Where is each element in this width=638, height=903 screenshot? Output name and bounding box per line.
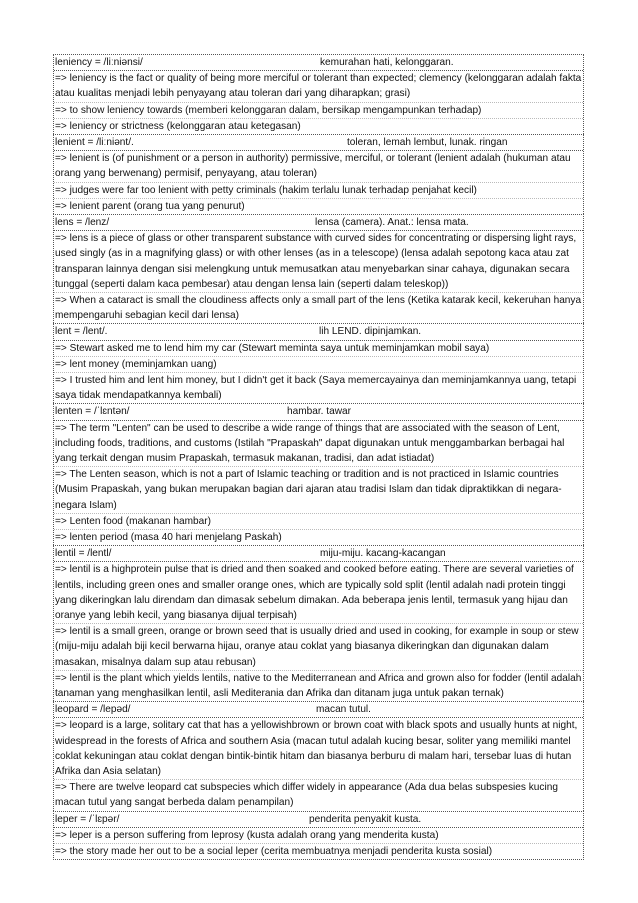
entry-translation: lensa (camera). Anat.: lensa mata.	[315, 217, 469, 228]
entry-header	[54, 404, 583, 420]
example-sentence: => The term "Lenten" can be used to describe a wide range of things that are associated with the season of Lent, including foods, traditions, and customs (Istilah "Prapaskah" dapat digunakan untuk menggambarkan berbagai hal yang terkait dengan musim Prapaskah, termasuk makanan, tradisi, dan adat istiadat)	[54, 421, 583, 468]
dictionary-entry	[53, 134, 584, 214]
entry-header	[54, 215, 583, 231]
entry-translation: toleran, lemah lembut, lunak. ringan	[347, 137, 508, 148]
entry-header	[54, 55, 583, 71]
example-sentence: => lentil is a highprotein pulse that is dried and then soaked and cooked before eating. There are several varieties of lentils, including green ones and smaller orange ones, which are typically sold split (lentil adalah nadi protein tinggi yang dikeringkan lalu direndam dan dimasak sebelum dimakan. Ada beberapa jenis lentil, termasuk yang hijau dan oranye yang lebih kecil, yang biasanya dijual terpisah)	[54, 562, 583, 624]
entry-term: lentil = /lentl/	[55, 548, 112, 560]
entry-translation: hambar. tawar	[287, 406, 351, 418]
example-sentence: => lenient is (of punishment or a person in authority) permissive, merciful, or tolerant (lenient adalah (hukuman atau orang yang berwenang) permisif, penyayang, atau toleran)	[54, 151, 583, 182]
example-sentence: => the story made her out to be a social leper (cerita membuatnya menjadi penderita kusta sosial)	[55, 846, 493, 858]
dictionary-entry	[53, 54, 584, 134]
example-sentence: => lens is a piece of glass or other transparent substance with curved sides for concentrating or dispersing light rays, used singly (as in a magnifying glass) or with other lenses (as in a telescope) (lensa adalah sepotong kaca atau zat transparan lainnya dengan sisi melengkung untuk memusatkan atau menyebarkan sinar cahaya, digunakan secara tunggal (seperti dalam kaca pembesar) atau dengan lensa lain (seperti dalam teleskop))	[54, 231, 583, 293]
entry-translation: kemurahan hati, kelonggaran.	[320, 57, 454, 68]
dictionary-entry	[53, 403, 584, 545]
example-sentence: => judges were far too lenient with petty criminals (hakim terlalu lunak terhadap penjahat kecil)	[54, 183, 583, 199]
entry-term: lent = /lent/.	[55, 326, 108, 338]
entry-term: lens = /lenz/	[55, 217, 110, 228]
example-sentence: => Lenten food (makanan hambar)	[54, 514, 583, 530]
entry-header	[54, 324, 583, 340]
entry-translation: macan tutul.	[316, 704, 371, 716]
entry-translation: penderita penyakit kusta.	[309, 813, 422, 825]
example-sentence: => I trusted him and lent him money, but I didn't get it back (Saya memercayainya dan meminjamkannya uang, tetapi saya tidak mendapatkannya kembali)	[55, 375, 577, 402]
entry-header	[54, 812, 583, 828]
dictionary-entry	[53, 701, 584, 810]
dictionary-entry	[53, 323, 584, 403]
example-sentence: => There are twelve leopard cat subspecies which differ widely in appearance (Ada dua belas subspesies kucing macan tutul yang sangat berbeda dalam penampilan)	[55, 782, 558, 809]
dictionary-entry	[53, 545, 584, 701]
example-sentence: => leopard is a large, solitary cat that has a yellowishbrown or brown coat with black spots and usually hunts at night, widespread in the forests of Africa and southern Asia (macan tutul adalah kucing besar, soliter yang memiliki mantel coklat kekuningan atau coklat dengan bintik-bintik hitam dan biasanya berburu di malam hari, tersebar luas di hutan Afrika dan Asia selatan)	[54, 718, 583, 780]
example-sentence: => Stewart asked me to lend him my car (Stewart meminta saya untuk meminjamkan mobil saya)	[54, 341, 583, 357]
entry-translation: lih LEND. dipinjamkan.	[319, 326, 422, 338]
entry-translation: miju-miju. kacang-kacangan	[320, 548, 446, 560]
example-sentence: => The Lenten season, which is not a part of Islamic teaching or tradition and is not practiced in Islamic countries (Musim Prapaskah, yang bukan merupakan bagian dari ajaran atau tradisi Islam dan tidak dipraktikkan di negara-negara Islam)	[54, 467, 583, 514]
entry-term: leper = /ˈlɛpər/	[55, 813, 120, 825]
dictionary-entry	[53, 214, 584, 323]
entry-term: leopard = /lepəd/	[55, 704, 131, 716]
example-sentence: => leniency is the fact or quality of being more merciful or tolerant than expected; clemency (kelonggaran adalah fakta atau kualitas menjadi lebih penyayang atau toleran dari yang diharapkan; grasi)	[54, 71, 583, 102]
entry-header	[54, 135, 583, 151]
entry-term: lenient = /liːniənt/.	[55, 137, 134, 148]
example-sentence: => lenient parent (orang tua yang penurut)	[55, 200, 245, 212]
example-sentence: => to show leniency towards (memberi kelonggaran dalam, bersikap mengampunkan terhadap)	[54, 103, 583, 119]
example-sentence: => leniency or strictness (kelonggaran atau ketegasan)	[55, 120, 301, 132]
entry-term: lenten = /ˈlɛntən/	[55, 406, 130, 418]
dictionary-entry	[53, 811, 584, 861]
example-sentence: => lenten period (masa 40 hari menjelang Paskah)	[55, 532, 282, 544]
dictionary-document	[53, 54, 584, 860]
entry-header	[54, 702, 583, 718]
example-sentence: => lent money (meminjamkan uang)	[54, 357, 583, 373]
entry-header	[54, 546, 583, 562]
example-sentence: => lentil is a small green, orange or brown seed that is usually dried and used in cooking, for example in soup or stew (miju-miju adalah biji kecil berwarna hijau, oranye atau coklat yang biasanya dikeringkan dan digunakan dalam masakan, misalnya dalam sup atau rebusan)	[54, 624, 583, 671]
example-sentence: => lentil is the plant which yields lentils, native to the Mediterranean and Africa and grown also for fodder (lentil adalah tanaman yang menghasilkan lentil, asli Mediterania dan Afrika dan ditanam juga untuk pakan ternak)	[55, 672, 582, 700]
example-sentence: => When a cataract is small the cloudiness affects only a small part of the lens (Ketika katarak kecil, kekeruhan hanya mempengaruhi sebagian kecil dari lensa)	[55, 295, 582, 322]
example-sentence: => leper is a person suffering from leprosy (kusta adalah orang yang menderita kusta)	[54, 828, 583, 844]
entry-term: leniency = /liːniənsi/	[55, 57, 143, 68]
